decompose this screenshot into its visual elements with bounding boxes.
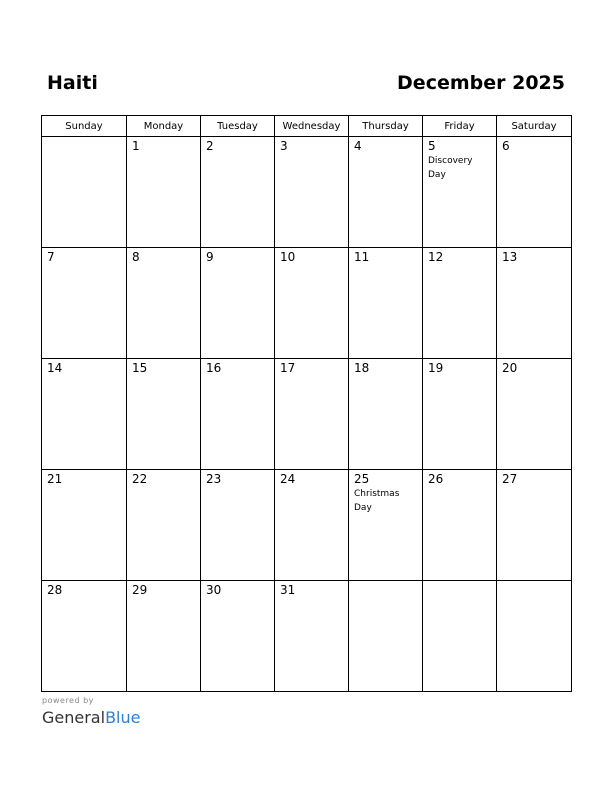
week-row [42, 359, 572, 470]
day-cell [127, 137, 201, 248]
weekday-header: Wednesday [275, 116, 349, 137]
weekday-header: Thursday [349, 116, 423, 137]
day-number: 5 [428, 139, 436, 153]
day-number: 14 [47, 361, 63, 375]
day-cell [201, 359, 275, 470]
day-number: 28 [47, 583, 63, 597]
day-number: 30 [206, 583, 222, 597]
holiday-label: Discovery Day [428, 156, 473, 180]
day-cell [275, 470, 349, 581]
weekday-header: Saturday [497, 116, 572, 137]
day-cell [423, 359, 497, 470]
day-cell [423, 248, 497, 359]
day-cell [497, 137, 572, 248]
day-cell [42, 470, 127, 581]
day-cell [275, 248, 349, 359]
holiday-label: Christmas Day [354, 489, 400, 513]
day-cell [201, 248, 275, 359]
day-number: 10 [280, 250, 296, 264]
day-cell [127, 470, 201, 581]
day-cell [423, 470, 497, 581]
weekday-header: Monday [127, 116, 201, 137]
day-number: 9 [206, 250, 214, 264]
day-cell [497, 581, 572, 692]
day-cell [349, 248, 423, 359]
logo-text-blue: Blue [105, 708, 141, 727]
day-cell [275, 359, 349, 470]
day-cell [42, 581, 127, 692]
footer-branding [42, 696, 140, 728]
day-cell [349, 470, 423, 581]
day-cell [497, 248, 572, 359]
calendar-header [42, 68, 565, 102]
week-row [42, 248, 572, 359]
day-number: 31 [280, 583, 296, 597]
week-row [42, 137, 572, 248]
day-number: 23 [206, 472, 222, 486]
day-cell [423, 581, 497, 692]
day-number: 27 [502, 472, 518, 486]
day-number: 22 [132, 472, 148, 486]
day-number: 12 [428, 250, 444, 264]
day-number: 17 [280, 361, 296, 375]
week-row [42, 470, 572, 581]
day-number: 1 [132, 139, 140, 153]
day-cell [201, 137, 275, 248]
powered-by-text: powered by [42, 696, 94, 705]
day-number: 15 [132, 361, 148, 375]
generalblue-logo[interactable] [42, 708, 140, 728]
day-cell [42, 359, 127, 470]
day-number: 20 [502, 361, 518, 375]
day-number: 7 [47, 250, 55, 264]
day-number: 8 [132, 250, 140, 264]
week-row [42, 581, 572, 692]
day-cell [42, 248, 127, 359]
day-number: 3 [280, 139, 288, 153]
weekday-header: Sunday [42, 116, 127, 137]
day-cell [127, 581, 201, 692]
day-cell [201, 470, 275, 581]
day-cell [423, 137, 497, 248]
weekday-header-row [42, 116, 572, 137]
month-year-title: December 2025 [397, 72, 565, 94]
day-number: 25 [354, 472, 370, 486]
day-number: 4 [354, 139, 362, 153]
day-number: 21 [47, 472, 63, 486]
day-number: 19 [428, 361, 444, 375]
calendar-grid [41, 115, 572, 692]
day-cell [349, 359, 423, 470]
day-number: 18 [354, 361, 370, 375]
day-cell [127, 359, 201, 470]
day-number: 26 [428, 472, 444, 486]
day-number: 24 [280, 472, 296, 486]
day-cell [42, 137, 127, 248]
day-cell [349, 137, 423, 248]
day-cell [275, 581, 349, 692]
day-number: 16 [206, 361, 222, 375]
day-cell [497, 359, 572, 470]
logo-text-general: General [42, 708, 106, 727]
weekday-header: Friday [423, 116, 497, 137]
day-number: 13 [502, 250, 518, 264]
day-number: 6 [502, 139, 510, 153]
weekday-header: Tuesday [201, 116, 275, 137]
day-number: 11 [354, 250, 370, 264]
day-number: 2 [206, 139, 214, 153]
day-number: 29 [132, 583, 148, 597]
day-cell [497, 470, 572, 581]
country-title: Haiti [47, 72, 98, 94]
day-cell [127, 248, 201, 359]
day-cell [275, 137, 349, 248]
day-cell [201, 581, 275, 692]
day-cell [349, 581, 423, 692]
